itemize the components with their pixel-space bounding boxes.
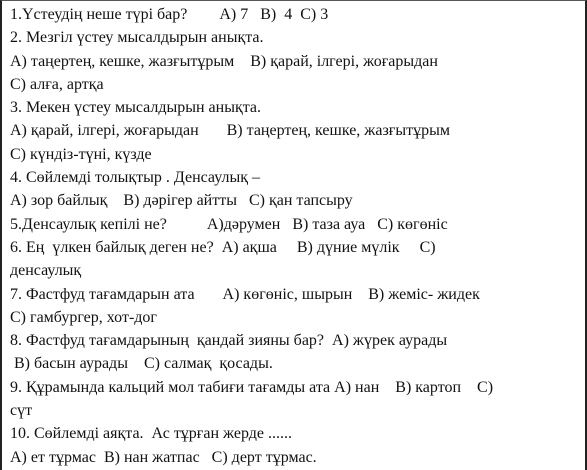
q2-options-line-1: А) таңертең, кешке, жазғытұрым В) қарай, ілгері, жоғарыдан: [10, 52, 438, 70]
q9-line-2: сүт: [10, 402, 33, 420]
q3-question: 3. Мекен үстеу мысалдырын анықта.: [10, 99, 262, 117]
q8-line-2: В) басын аурады С) салмақ қосады.: [10, 355, 273, 373]
q3-options-line-2: С) күндіз-түні, күзде: [10, 145, 152, 163]
q10-question: 10. Сөйлемді аяқта. Ас тұрған жерде ......: [10, 425, 293, 443]
q8-line-1: 8. Фастфуд тағамдарының қандай зияны бар? А) жүрек аурады: [10, 332, 448, 350]
q6-line-2: денсаулық: [10, 262, 82, 280]
q4-question: 4. Сөйлемді толықтыр . Денсаулық –: [10, 169, 261, 187]
q2-question: 2. Мезгіл үстеу мысалдырын анықта.: [10, 29, 264, 47]
q5-line: 5.Денсаулық кепілі не? A)дәрумен B) таза ауа C) көгөніс: [10, 215, 448, 233]
q4-options: А) зор байлық В) дәрігер айтты С) қан тапсыру: [10, 192, 353, 210]
q7-line-2: С) гамбургер, хот-дог: [10, 308, 157, 326]
q6-line-1: 6. Ең үлкен байлық деген не? A) ақша B) дүние мүлік C): [10, 238, 436, 256]
quiz-lines: [10, 3, 586, 469]
q10-options: А) ет тұрмас В) нан жатпас С) дерт тұрмас.: [10, 448, 317, 466]
q9-line-1: 9. Құрамында кальций мол табиғи тағамды ата А) нан В) картоп С): [10, 378, 494, 396]
q3-options-line-1: А) қарай, ілгері, жоғарыдан В) таңертең, кешке, жазғытұрым: [10, 122, 450, 140]
q7-line-1: 7. Фастфуд тағамдарын ата А) көгөніс, шырын В) жеміс- жидек: [10, 285, 480, 303]
q1-line: 1.Үстеудің неше түрі бар? A) 7 B) 4 C) 3: [10, 6, 329, 23]
q2-options-line-2: С) алға, артқа: [10, 75, 104, 93]
